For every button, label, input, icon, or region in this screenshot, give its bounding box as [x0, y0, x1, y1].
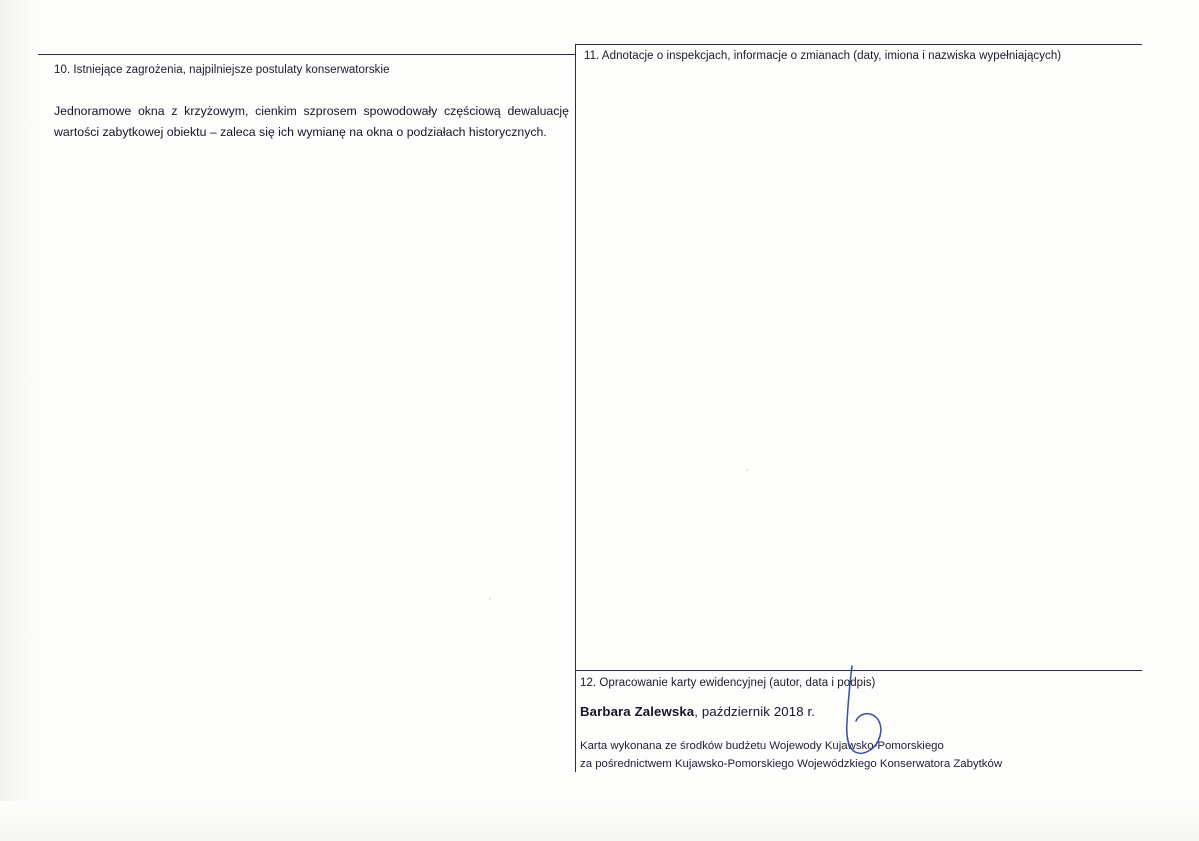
field-12-author-date: , październik 2018 r. — [694, 703, 816, 719]
field-10-content: Jednoramowe okna z krzyżowym, cienkim szprosem spowodowały częściową dewaluację wartości zabytkowej obiektu – zaleca się ich wymianę na okna o podziałach historycznych. — [54, 103, 569, 139]
field-11-label: 11. Adnotacje o inspekcjach, informacje o zmianach (daty, imiona i nazwiska wypełniających) — [584, 50, 1062, 62]
field-12-footnote-line-2: za pośrednictwem Kujawsko-Pomorskiego Wojewódzkiego Konserwatora Zabytków — [580, 758, 1003, 771]
scan-speckle — [489, 598, 491, 600]
field-10-label: 10. Istniejące zagrożenia, najpilniejsze postulaty konserwatorskie — [54, 64, 390, 76]
table-rule-top-left — [38, 54, 575, 55]
field-12-cell — [580, 675, 1136, 774]
field-12-author-name: Barbara Zalewska — [580, 703, 695, 719]
field-12-author-line — [580, 704, 1136, 719]
field-12-label: 12. Opracowanie karty ewidencyjnej (autor, data i podpis) — [580, 677, 876, 689]
field-12-footnote-line-1: Karta wykonana ze środków budżetu Wojewody Kujawsko-Pomorskiego — [580, 739, 944, 752]
table-rule-above-field-12 — [575, 670, 1142, 671]
field-12-footnote — [580, 737, 1136, 774]
scan-edge-shadow-left — [0, 0, 38, 841]
table-rule-vertical-divider — [575, 44, 576, 772]
field-10-cell — [54, 62, 569, 143]
scan-edge-shadow-bottom — [0, 801, 1199, 841]
scan-speckle — [746, 469, 748, 471]
table-rule-top-right — [575, 44, 1142, 45]
field-11-cell — [584, 48, 1134, 87]
